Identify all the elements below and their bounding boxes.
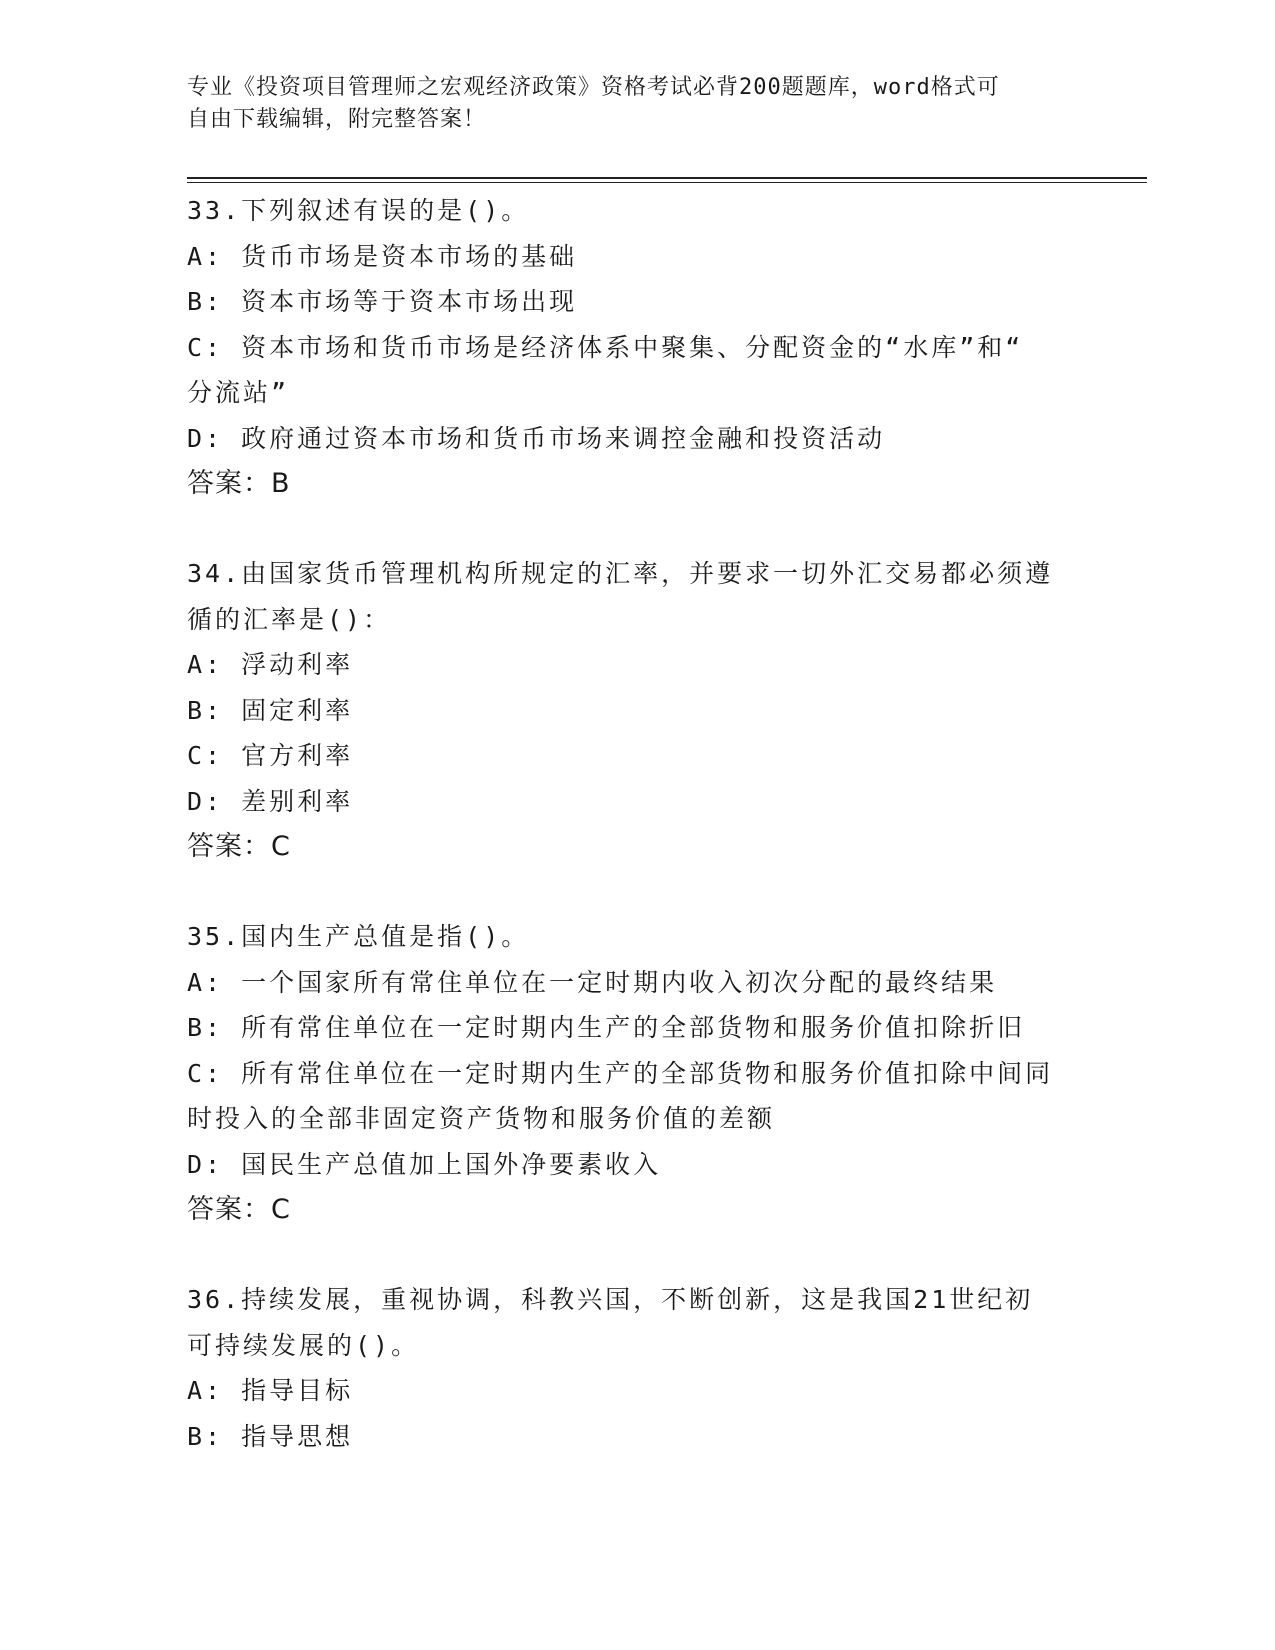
question-33 [187, 188, 1067, 507]
question-stem: 35.国内生产总值是指()。 [187, 922, 530, 951]
question-stem-continued: 可持续发展的()。 [187, 1330, 420, 1360]
question-34 [187, 551, 1067, 870]
option-a: A: 货币市场是资本市场的基础 [187, 241, 578, 271]
question-stem: 33.下列叙述有误的是()。 [187, 196, 530, 225]
question-36 [187, 1277, 1067, 1459]
option-c: C: 所有常住单位在一定时期内生产的全部货物和服务价值扣除中间同 [187, 1058, 1054, 1088]
option-c: C: 资本市场和货币市场是经济体系中聚集、分配资金的“水库”和“ [187, 332, 1024, 362]
option-b: B: 资本市场等于资本市场出现 [187, 287, 578, 316]
option-d: D: 政府通过资本市场和货币市场来调控金融和投资活动 [187, 423, 886, 453]
question-stem: 34.由国家货币管理机构所规定的汇率，并要求一切外汇交易都必须遵 [187, 559, 1054, 588]
option-c: C: 官方利率 [187, 741, 354, 770]
option-c-continued: 分流站” [187, 378, 290, 407]
document-header [187, 72, 1087, 136]
answer: 答案：C [187, 1194, 291, 1225]
option-b: B: 所有常住单位在一定时期内生产的全部货物和服务价值扣除折旧 [187, 1013, 1026, 1042]
option-d: D: 国民生产总值加上国外净要素收入 [187, 1149, 662, 1179]
header-divider-thin [187, 182, 1147, 183]
header-line-2: 自由下载编辑，附完整答案！ [187, 107, 487, 132]
answer: 答案：C [187, 831, 291, 862]
header-line-1: 专业《投资项目管理师之宏观经济政策》资格考试必背200题题库，word格式可 [187, 75, 1000, 100]
option-c-continued: 时投入的全部非固定资产货物和服务价值的差额 [187, 1104, 776, 1133]
header-divider-thick [187, 177, 1147, 179]
option-b: B: 固定利率 [187, 695, 354, 725]
answer: 答案：B [187, 468, 291, 499]
option-a: A: 一个国家所有常住单位在一定时期内收入初次分配的最终结果 [187, 967, 998, 997]
question-stem-continued: 循的汇率是()： [187, 604, 392, 634]
option-a: A: 指导目标 [187, 1376, 354, 1405]
option-a: A: 浮动利率 [187, 650, 354, 679]
option-d: D: 差别利率 [187, 786, 354, 816]
option-b: B: 指导思想 [187, 1421, 354, 1451]
question-35 [187, 914, 1067, 1233]
question-stem: 36.持续发展，重视协调，科教兴国，不断创新，这是我国21世纪初 [187, 1285, 1034, 1314]
